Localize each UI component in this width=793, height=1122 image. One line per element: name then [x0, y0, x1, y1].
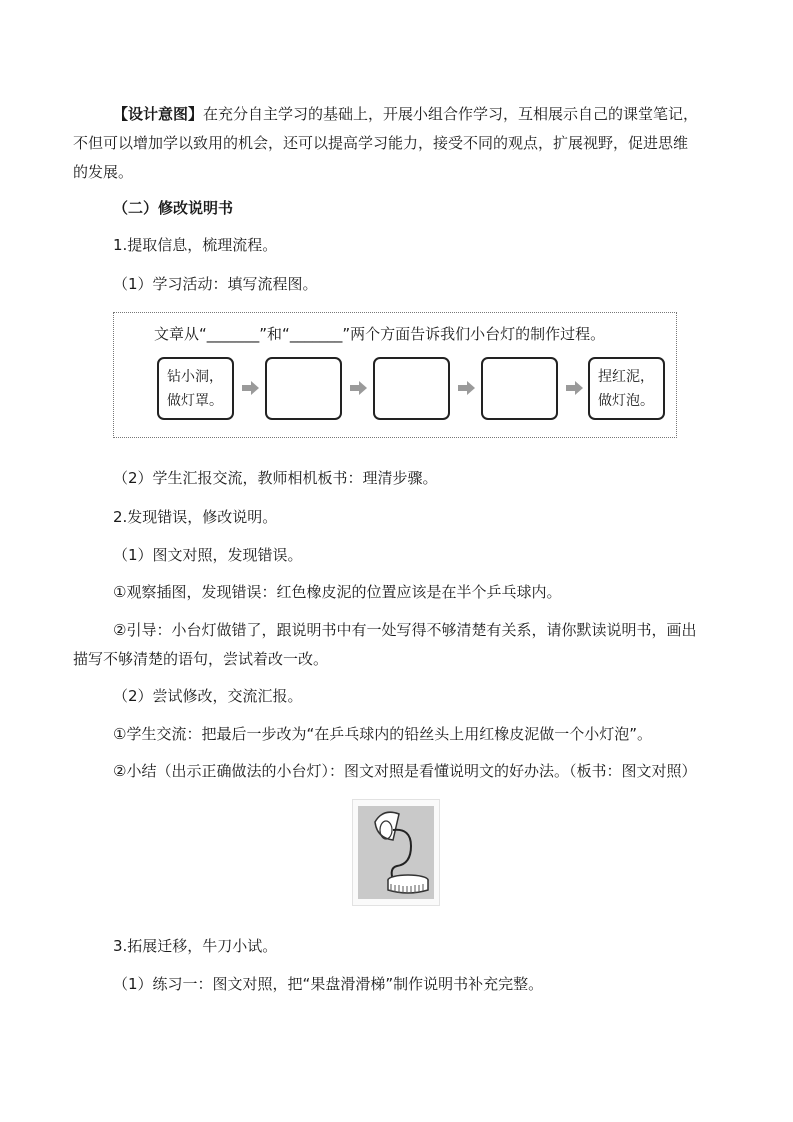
design-intent-line-3: 的发展。 — [73, 163, 134, 181]
flow-step-5 — [588, 357, 665, 420]
flow-step-1-line-2: 做灯罩。 — [167, 393, 223, 409]
flow-arrow-icon — [350, 381, 367, 395]
section-heading-2: （二）修改说明书 — [113, 199, 234, 217]
step-2-1: （1）图文对照，发现错误。 — [113, 546, 303, 564]
flow-step-4-blank[interactable] — [481, 357, 558, 420]
step-2-1-b-line-1: ②引导：小台灯做错了，跟说明书中有一处写得不够清楚有关系，请你默读说明书，画出 — [113, 621, 697, 639]
design-intent-line-2: 不但可以增加学以致用的机会，还可以提高学习能力，接受不同的观点，扩展视野，促进思维 — [73, 134, 689, 152]
desk-lamp-illustration — [352, 799, 440, 906]
step-1-2: （2）学生汇报交流，教师相机板书：理清步骤。 — [113, 469, 438, 487]
flowchart-box — [113, 312, 677, 438]
step-2-2-b: ②小结（出示正确做法的小台灯）：图文对照是看懂说明文的好办法。（板书：图文对照） — [113, 762, 697, 780]
step-1-1: （1）学习活动：填写流程图。 — [113, 275, 318, 293]
flow-arrow-icon — [566, 381, 583, 395]
flow-step-5-line-2: 做灯泡。 — [598, 393, 654, 409]
design-intent-label: 【设计意图】 — [113, 105, 204, 123]
step-1-heading: 1.提取信息，梳理流程。 — [113, 236, 278, 254]
step-2-2-a: ①学生交流：把最后一步改为“在乒乓球内的铅丝头上用红橡皮泥做一个小灯泡”。 — [113, 725, 652, 743]
flow-step-2-blank[interactable] — [265, 357, 342, 420]
step-2-1-a: ①观察插图，发现错误：红色橡皮泥的位置应该是在半个乒乓球内。 — [113, 583, 562, 601]
flow-step-5-line-1: 捏红泥， — [598, 369, 654, 385]
flow-arrow-icon — [242, 381, 259, 395]
step-3-1: （1）练习一：图文对照，把“果盘滑滑梯”制作说明书补充完整。 — [113, 975, 544, 993]
flow-step-1 — [157, 357, 234, 420]
flowchart-title: 文章从“_______”和“_______”两个方面告诉我们小台灯的制作过程。 — [154, 325, 606, 343]
flow-arrow-icon — [458, 381, 475, 395]
step-2-2: （2）尝试修改，交流汇报。 — [113, 687, 303, 705]
design-intent-line-1 — [113, 104, 698, 124]
step-2-1-b-line-2: 描写不够清楚的语句，尝试着改一改。 — [73, 650, 329, 668]
step-3-heading: 3.拓展迁移，牛刀小试。 — [113, 937, 278, 955]
design-intent-text: 在充分自主学习的基础上，开展小组合作学习，互相展示自己的课堂笔记， — [203, 105, 699, 123]
flow-step-1-line-1: 钻小洞， — [167, 369, 223, 385]
flow-step-3-blank[interactable] — [373, 357, 450, 420]
desk-lamp-icon — [353, 800, 439, 905]
step-2-heading: 2.发现错误，修改说明。 — [113, 508, 278, 526]
